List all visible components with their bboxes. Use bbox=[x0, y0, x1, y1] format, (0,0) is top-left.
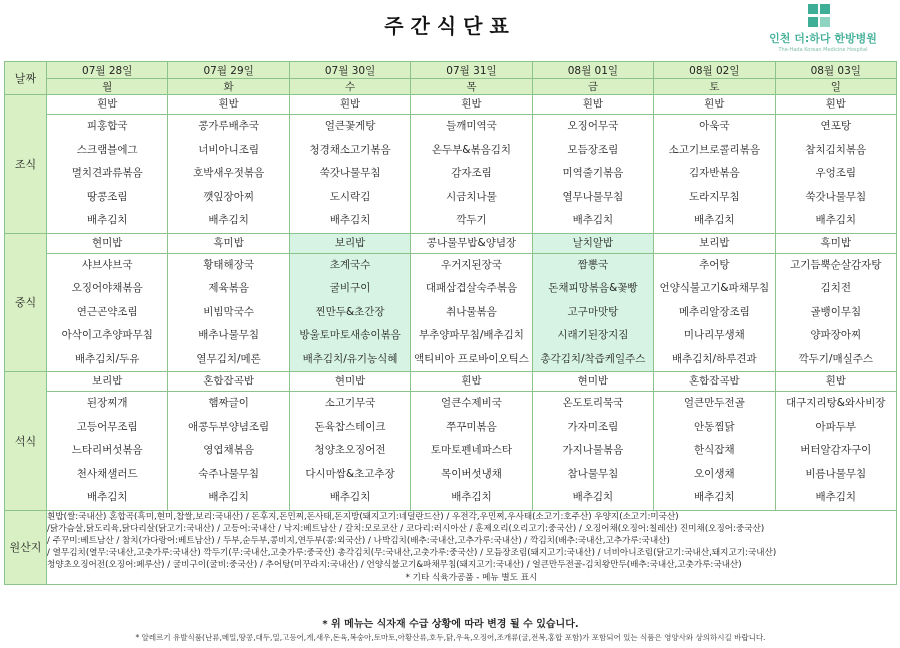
rice-item: 흰밥 bbox=[47, 95, 167, 115]
origin-line: 흰밥(쌀:국내산) 혼합곡(흑미,현미,찹쌀,보리:국내산) / 돈후지,돈민찌,돈사태,돈지방(돼지고기:네덜란드산) / 우전각,우민찌,우사태(소고기:호주산) 우양지(소고기:미국산) bbox=[47, 511, 679, 522]
menu-item: 총각김치/착즙케일주스 bbox=[540, 352, 646, 365]
menu-item: 우엉조림 bbox=[815, 167, 857, 179]
breakfast-cell bbox=[47, 95, 168, 234]
menu-item: 영엽채볶음 bbox=[203, 444, 254, 456]
lunch-row bbox=[5, 233, 897, 372]
menu-item: 깻잎장아찌 bbox=[203, 190, 254, 203]
menu-item-list bbox=[47, 372, 167, 510]
menu-item-list bbox=[533, 234, 653, 372]
lunch-cell bbox=[532, 233, 653, 372]
menu-item: 초계국수 bbox=[329, 258, 371, 271]
weekday-cell: 금 bbox=[532, 79, 653, 95]
menu-item: 버터알감자구이 bbox=[800, 444, 872, 456]
lunch-cell bbox=[411, 233, 532, 372]
menu-item: 방울토마토새송이볶음 bbox=[299, 329, 401, 341]
menu-item: 열무김치/메론 bbox=[196, 352, 261, 365]
menu-item: 대패삼겹살숙주볶음 bbox=[425, 282, 518, 294]
menu-item: 호박새우젓볶음 bbox=[193, 167, 265, 179]
breakfast-cell bbox=[168, 95, 289, 234]
menu-item: 천사채샐러드 bbox=[76, 467, 138, 480]
origin-line: /닭가슴살,닭도리육,닭다리살(닭고기:국내산) / 고등어:국내산 / 낙지:베트남산 / 갈치:모로코산 / 코다리:러시아산 / 훈제오리(오리고기:중국산) / 오징어채(오징어:칠레산) 진미채(오징어:중국산) bbox=[47, 523, 765, 534]
rice-item: 흰밥 bbox=[533, 95, 653, 115]
menu-item: 쭈꾸미볶음 bbox=[446, 420, 497, 433]
lunch-cell bbox=[289, 233, 410, 372]
menu-item: 깍두기/매실주스 bbox=[798, 352, 874, 365]
menu-item-list bbox=[654, 234, 774, 372]
menu-item: 청경채소고기볶음 bbox=[309, 143, 391, 156]
menu-item: 메추리알장조림 bbox=[678, 305, 750, 318]
menu-item: 참치김치볶음 bbox=[805, 143, 867, 156]
rice-item: 현미밥 bbox=[533, 372, 653, 392]
menu-item: 너비아니조림 bbox=[198, 143, 260, 156]
menu-item: 액티비아 프로바이오틱스 bbox=[414, 352, 529, 365]
menu-item: 샤브샤브국 bbox=[81, 258, 133, 271]
hospital-logo bbox=[748, 4, 898, 53]
menu-item: 골뱅이무침 bbox=[810, 305, 862, 318]
dinner-row bbox=[5, 372, 897, 511]
dinner-cell bbox=[168, 372, 289, 511]
menu-item: 온두부&볶음김치 bbox=[431, 143, 512, 156]
menu-item: 고구마맛탕 bbox=[567, 305, 619, 318]
date-cell: 08월 01일 bbox=[532, 62, 653, 79]
menu-item: 오이생채 bbox=[694, 467, 735, 480]
dinner-cell bbox=[654, 372, 775, 511]
menu-item: 다시마쌈&초고추장 bbox=[305, 467, 395, 480]
date-cell: 07월 29일 bbox=[168, 62, 289, 79]
rice-item: 흰밥 bbox=[776, 372, 896, 392]
menu-item: 배추김치 bbox=[572, 214, 614, 226]
menu-item: 아파두부 bbox=[815, 420, 857, 433]
menu-item: 연근곤약조림 bbox=[76, 305, 138, 318]
menu-item: 미역줄기볶음 bbox=[562, 167, 624, 179]
breakfast-cell bbox=[532, 95, 653, 234]
hospital-name: 인천 더:하다 한방병원 bbox=[769, 32, 877, 45]
menu-item: 멸치견과류볶음 bbox=[71, 167, 143, 179]
menu-item: 쑥갓나물무침 bbox=[319, 167, 381, 179]
menu-item: 배추김치 bbox=[451, 491, 492, 503]
menu-item: 언양식불고기&파채무침 bbox=[659, 282, 770, 294]
menu-item: 스크램블에그 bbox=[76, 143, 138, 156]
row-label-breakfast: 조식 bbox=[5, 95, 47, 234]
menu-item-list bbox=[776, 372, 896, 510]
breakfast-row bbox=[5, 95, 897, 234]
origin-line: / 주꾸미:베트남산 / 참치(가다랑어:베트남산) / 두부,순두부,콩비지,연두부(콩:외국산) / 나박김치(배추:국내산,고추가루:국내산) / 깍김치(배추:국내산,고추가루:국내산) bbox=[47, 535, 670, 546]
menu-item: 양파장아찌 bbox=[810, 329, 862, 341]
menu-item: 숙주나물무침 bbox=[198, 467, 260, 480]
menu-item-list bbox=[47, 95, 167, 233]
menu-item-list bbox=[533, 372, 653, 510]
menu-item: 배추김치 bbox=[329, 214, 371, 226]
menu-item: 취나물볶음 bbox=[446, 305, 497, 318]
menu-item: 가지나물볶음 bbox=[562, 444, 624, 456]
menu-item: 돈육찹스테이크 bbox=[314, 420, 386, 433]
menu-item-list bbox=[533, 95, 653, 233]
menu-item: 우거지된장국 bbox=[441, 258, 502, 271]
menu-item-list bbox=[411, 95, 531, 233]
lunch-cell bbox=[775, 233, 896, 372]
menu-item: 비빔막국수 bbox=[203, 305, 254, 318]
menu-item: 배추김치 bbox=[208, 491, 249, 503]
lunch-cell bbox=[168, 233, 289, 372]
rice-item: 보리밥 bbox=[290, 234, 410, 254]
rice-item: 콩나물무밥&양념장 bbox=[411, 234, 531, 254]
menu-item: 땅콩조림 bbox=[86, 190, 128, 203]
menu-item: 오징어야채볶음 bbox=[71, 282, 143, 294]
menu-item: 배추김치 bbox=[815, 214, 857, 226]
weekday-cell: 일 bbox=[775, 79, 896, 95]
rice-item: 보리밥 bbox=[654, 234, 774, 254]
menu-item-list bbox=[411, 234, 531, 372]
menu-item: 배추나물무침 bbox=[198, 329, 260, 341]
menu-item: 도시락김 bbox=[329, 190, 371, 203]
origin-line: * 기타 식육가공품 - 메뉴 별도 표시 bbox=[405, 572, 538, 583]
menu-item: 된장찌개 bbox=[86, 397, 128, 409]
menu-item: 오징어무국 bbox=[567, 120, 619, 132]
rice-item: 현미밥 bbox=[290, 372, 410, 392]
lunch-cell bbox=[654, 233, 775, 372]
menu-item: 배추김치 bbox=[815, 491, 857, 503]
menu-item: 소고기무국 bbox=[324, 397, 376, 409]
menu-item: 깍두기 bbox=[456, 214, 487, 226]
menu-item-list bbox=[290, 95, 410, 233]
breakfast-cell bbox=[654, 95, 775, 234]
menu-item: 아삭이고추양파무침 bbox=[61, 329, 153, 341]
rice-item: 흰밥 bbox=[290, 95, 410, 115]
menu-item: 참나물무침 bbox=[567, 467, 619, 480]
menu-item: 대구지리탕&와사비장 bbox=[786, 397, 886, 409]
menu-item-list bbox=[290, 372, 410, 510]
menu-item: 배추김치 bbox=[86, 491, 128, 503]
rice-item: 흑미밥 bbox=[168, 234, 288, 254]
dinner-cell bbox=[775, 372, 896, 511]
row-label-lunch: 중식 bbox=[5, 233, 47, 372]
menu-item-list bbox=[168, 372, 288, 510]
rice-item: 흰밥 bbox=[776, 95, 896, 115]
row-label-dinner: 석식 bbox=[5, 372, 47, 511]
menu-item-list bbox=[168, 234, 288, 372]
menu-change-notice: * 위 메뉴는 식자재 수급 상황에 따라 변경 될 수 있습니다. bbox=[322, 619, 579, 630]
dinner-cell bbox=[289, 372, 410, 511]
weekday-cell: 화 bbox=[168, 79, 289, 95]
rice-item: 흰밥 bbox=[411, 372, 531, 392]
date-cell: 08월 03일 bbox=[775, 62, 896, 79]
menu-item: 제육볶음 bbox=[208, 282, 249, 294]
weekday-cell: 토 bbox=[654, 79, 775, 95]
origin-row bbox=[5, 510, 897, 584]
weekday-cell: 수 bbox=[289, 79, 410, 95]
origin-info bbox=[47, 510, 897, 584]
rice-item: 흰밥 bbox=[168, 95, 288, 115]
dinner-cell bbox=[532, 372, 653, 511]
menu-item: 배추김치 bbox=[208, 214, 249, 226]
date-cell: 07월 28일 bbox=[47, 62, 168, 79]
menu-item: 찐만두&초간장 bbox=[315, 305, 385, 318]
menu-item: 한식잡채 bbox=[694, 444, 735, 456]
menu-item: 청양초오징어전 bbox=[314, 444, 386, 456]
menu-item-list bbox=[168, 95, 288, 233]
menu-item-list bbox=[654, 95, 774, 233]
menu-item: 고기듬뿍순살감자탕 bbox=[790, 258, 882, 271]
date-cell: 08월 02일 bbox=[654, 62, 775, 79]
menu-item: 연포탕 bbox=[820, 120, 851, 132]
menu-item: 아욱국 bbox=[699, 120, 730, 132]
menu-item: 가자미조림 bbox=[567, 420, 619, 433]
origin-line: 청양초오징어전(오징어:페루산) / 굴비구이(굴비:중국산) / 추어탕(미꾸라지:국내산) / 언양식불고기&파채무침(돼지고기:국내산) / 얼큰만두전골-김치왕만두(배추:국내산,고춧가루:국내산) bbox=[47, 560, 742, 571]
rice-item: 혼합잡곡밥 bbox=[168, 372, 288, 392]
breakfast-cell bbox=[411, 95, 532, 234]
menu-item: 얼큰수제비국 bbox=[441, 397, 502, 409]
menu-item: 짬뽕국 bbox=[577, 258, 609, 271]
rice-item: 보리밥 bbox=[47, 372, 167, 392]
menu-item-list bbox=[47, 234, 167, 372]
menu-item: 토마토펜네파스타 bbox=[430, 444, 513, 456]
lunch-cell bbox=[47, 233, 168, 372]
menu-item: 시래기된장지짐 bbox=[557, 329, 629, 341]
rice-item: 날치알밥 bbox=[533, 234, 653, 254]
menu-item-list bbox=[290, 234, 410, 372]
menu-item: 애콩두부양념조림 bbox=[188, 420, 270, 433]
rice-item: 혼합잡곡밥 bbox=[654, 372, 774, 392]
menu-item: 김자반볶음 bbox=[688, 167, 740, 179]
menu-item: 추어탕 bbox=[699, 258, 730, 271]
breakfast-cell bbox=[289, 95, 410, 234]
breakfast-cell bbox=[775, 95, 896, 234]
date-cell: 07월 31일 bbox=[411, 62, 532, 79]
menu-item: 황태해장국 bbox=[203, 258, 254, 271]
dinner-cell bbox=[411, 372, 532, 511]
hospital-logo-icon bbox=[806, 4, 840, 28]
menu-item: 시금치나물 bbox=[446, 190, 497, 203]
menu-item: 미나리무생채 bbox=[683, 329, 745, 341]
menu-item: 배추김치 bbox=[329, 491, 371, 503]
row-label-origin: 원산지 bbox=[5, 510, 47, 584]
menu-item: 콩가루배추국 bbox=[198, 120, 260, 132]
allergy-footnote: * 알레르기 유발식품(난류,메밀,땅콩,대두,밀,고등어,게,새우,돈육,복숭아,토마토,아황산류,호두,닭,우육,오징어,조개류(굴,전복,홍합 포함)가 포함되어 있는 식품은 영양사와 상의하시길 바랍니다. bbox=[135, 633, 766, 642]
menu-item: 모듬장조림 bbox=[567, 143, 619, 156]
menu-item-list bbox=[776, 234, 896, 372]
date-cell: 07월 30일 bbox=[289, 62, 410, 79]
menu-item: 얼큰만두전골 bbox=[683, 397, 745, 409]
menu-item: 배추김치/유기농식혜 bbox=[302, 352, 398, 365]
origin-line: / 열무김치(열무:국내산,고춧가루:국내산) 깍두기(무:국내산,고춧가루:중국산) 총각김치(무:국내산,고춧가루:중국산) / 모듬장조림(돼지고기:국내산) / 너비아니조림(닭고기:국내산,돼지고기:국내산) bbox=[47, 548, 777, 559]
weekly-menu-table bbox=[4, 61, 897, 585]
menu-item: 돈채피망볶음&꽃빵 bbox=[548, 282, 638, 294]
menu-item: 온도토리묵국 bbox=[562, 397, 624, 409]
menu-item: 배추김치 bbox=[572, 491, 614, 503]
menu-item: 쑥갓나물무침 bbox=[805, 190, 867, 203]
menu-item: 배추김치 bbox=[694, 214, 735, 226]
weekday-cell: 월 bbox=[47, 79, 168, 95]
menu-item: 김치전 bbox=[820, 282, 851, 294]
menu-item: 안동찜닭 bbox=[694, 420, 735, 433]
menu-item: 열무나물무침 bbox=[562, 190, 624, 203]
menu-item: 들깨미역국 bbox=[446, 120, 497, 132]
menu-item: 도라지무침 bbox=[688, 190, 740, 203]
row-label-date: 날짜 bbox=[5, 62, 47, 95]
menu-item: 감자조림 bbox=[451, 167, 492, 179]
menu-item: 햄짜글이 bbox=[208, 397, 249, 409]
rice-item: 흰밥 bbox=[411, 95, 531, 115]
menu-item: 부추양파무침/배추김치 bbox=[418, 329, 524, 341]
menu-item: 목이버섯냉채 bbox=[441, 467, 502, 480]
menu-item-list bbox=[776, 95, 896, 233]
rice-item: 현미밥 bbox=[47, 234, 167, 254]
page-title: 주간식단표 bbox=[384, 14, 516, 38]
menu-item-list bbox=[654, 372, 774, 510]
dinner-cell bbox=[47, 372, 168, 511]
menu-item: 배추김치/두유 bbox=[75, 352, 140, 365]
menu-item: 배추김치/하루견과 bbox=[671, 352, 757, 365]
menu-item: 배추김치 bbox=[694, 491, 735, 503]
rice-item: 흰밥 bbox=[654, 95, 774, 115]
menu-item: 고등어무조림 bbox=[76, 420, 138, 433]
weekday-cell: 목 bbox=[411, 79, 532, 95]
menu-item: 소고기브로콜리볶음 bbox=[668, 143, 760, 156]
menu-item: 비름나물무침 bbox=[805, 467, 867, 480]
menu-item: 배추김치 bbox=[86, 214, 128, 226]
menu-item: 굴비구이 bbox=[329, 282, 371, 294]
menu-item: 피홍합국 bbox=[86, 120, 128, 132]
weekday-row bbox=[5, 79, 897, 95]
menu-item: 얼큰꽃게탕 bbox=[324, 120, 376, 132]
date-row bbox=[5, 62, 897, 79]
rice-item: 흑미밥 bbox=[776, 234, 896, 254]
hospital-subtitle: The-Hada Korean Medicine Hospital bbox=[778, 47, 868, 53]
menu-item-list bbox=[411, 372, 531, 510]
menu-item: 느타리버섯볶음 bbox=[71, 444, 143, 456]
